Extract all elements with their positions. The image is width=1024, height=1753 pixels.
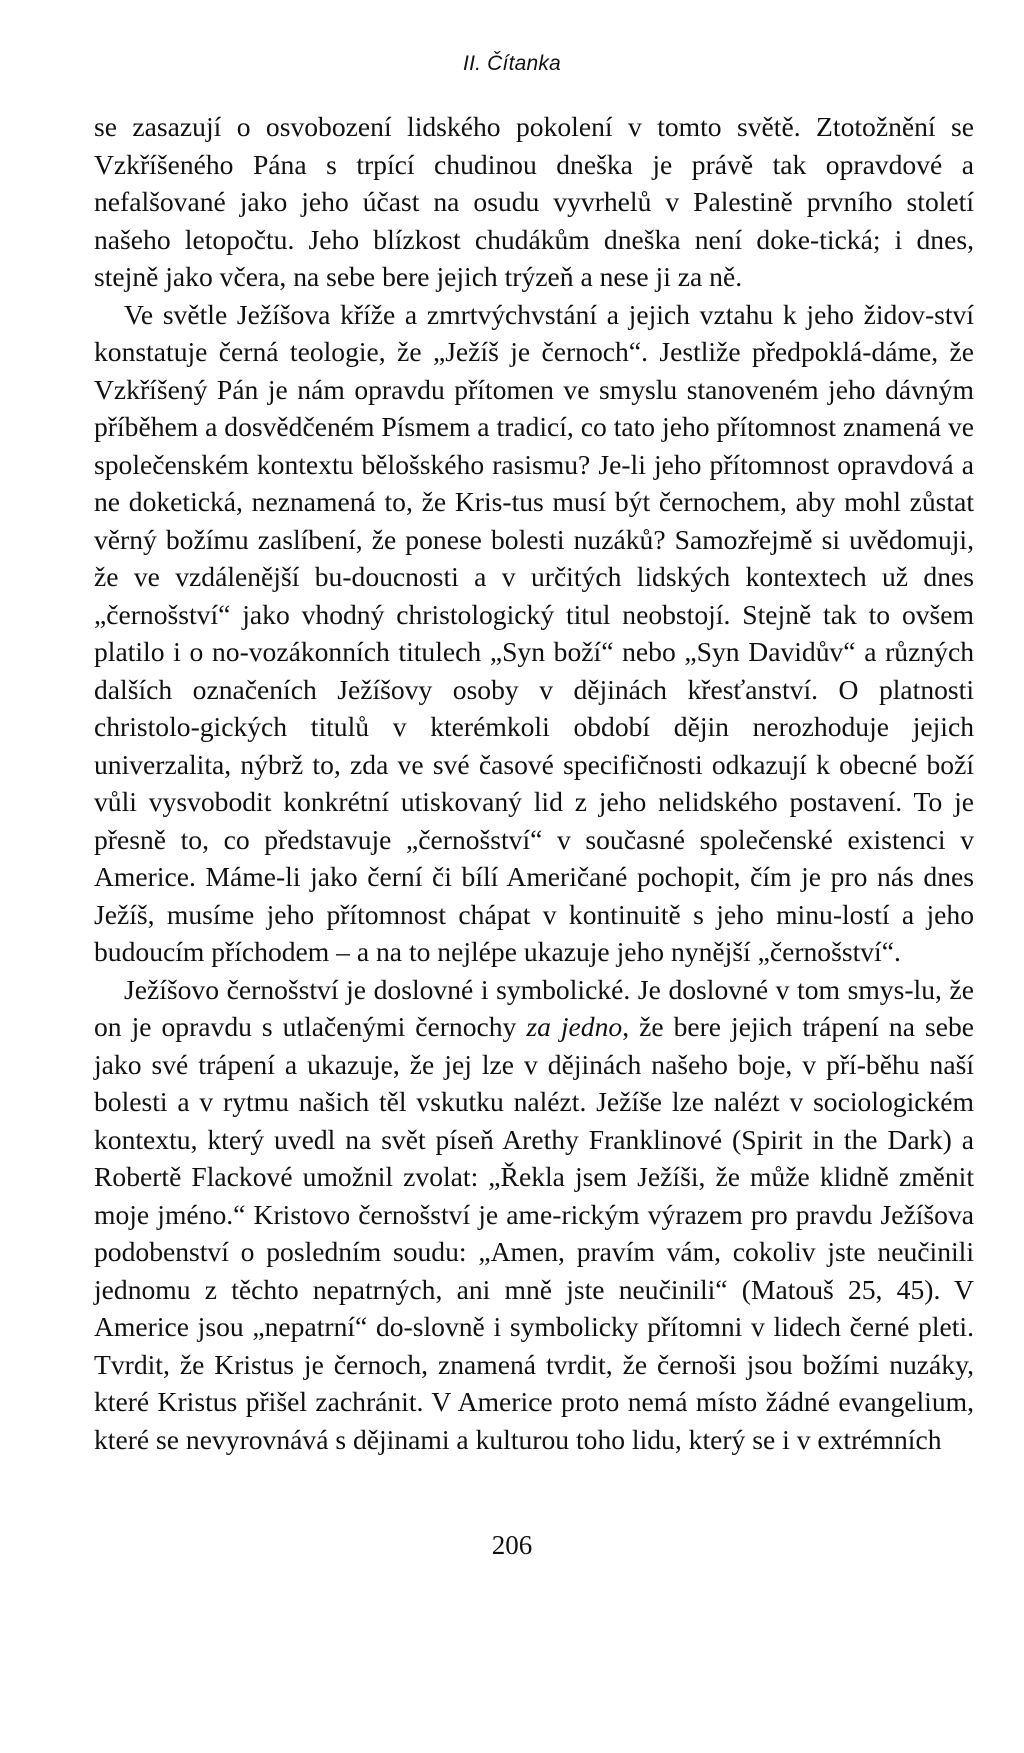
page-number: 206: [491, 1530, 533, 1560]
body-text: [94, 108, 974, 1458]
paragraph-1: se zasazují o osvobození lidského pokolení v tomto světě. Ztotožnění se Vzkříšeného Pána s trpící chudinou dneška je právě tak opravdové a nefalšované jako jeho účast na osudu vyvrhelů v Palestině prvního století našeho letopočtu. Jeho blízkost chudákům dneška není doke-tická; i dnes, stejně jako včera, na sebe bere jejich trýzeň a nese ji za ně.: [94, 111, 974, 292]
paragraph-3: [94, 971, 974, 1459]
paragraph-3-text-start: Ježíšovo černošství je doslovné i symbolické. Je doslovné v tom smys-lu, že on je opravdu s utlačenými černochy: [94, 973, 974, 1042]
paragraph-3-emphasis: za jedno: [526, 1011, 623, 1042]
running-header-title: II. Čítanka: [463, 52, 561, 75]
paragraph-2: Ve světle Ježíšova kříže a zmrtvýchvstání a jejich vztahu k jeho židov-ství konstatuje černá teologie, že „Ježíš je černoch“. Jestliže předpoklá-dáme, že Vzkříšený Pán je nám opravdu přítomen ve smyslu stanoveném jeho dávným příběhem a dosvědčeném Písmem a tradicí, co tato jeho přítomnost znamená ve společenském kontextu bělošského rasismu? Je-li jeho přítomnost opravdová a ne doketická, neznamená to, že Kris-tus musí být černochem, aby mohl zůstat věrný božímu zaslíbení, že ponese bolesti nuzáků? Samozřejmě si uvědomuji, že ve vzdálenější bu-doucnosti a v určitých lidských kontextech už dnes „černošství“ jako vhodný christologický titul neobstojí. Stejně tak to ovšem platilo i o no-vozákonních titulech „Syn boží“ nebo „Syn Davidův“ a různých dalších označeních Ježíšovy osoby v dějinách křesťanství. O platnosti christolo-gických titulů v kterémkoli období dějin nerozhoduje jejich univerzalita, nýbrž to, zda ve své časové specifičnosti odkazují k obecné boží vůli vysvobodit konkrétní utiskovaný lid z jeho nelidského postavení. To je přesně to, co představuje „černošství“ v současné společenské existenci v Americe. Máme-li jako černí či bílí Američané pochopit, čím je pro nás dnes Ježíš, musíme jeho přítomnost chápat v kontinuitě s jeho minu-lostí a jeho budoucím příchodem – a na to nejlépe ukazuje jeho nynější „černošství“.: [94, 298, 974, 967]
paragraph-3-text-end: , že bere jejich trápení na sebe jako své trápení a ukazuje, že jej lze v dějinách našeho boje, v pří-běhu naší bolesti a v rytmu našich těl vskutku nalézt. Ježíše lze nalézt v sociologickém kontextu, který uvedl na svět píseň Arethy Franklinové (Spirit in the Dark) a Robertě Flackové umožnil zvolat: „Řekla jsem Ježíši, že může klidně změnit moje jméno.“ Kristovo černošství je ame-rickým výrazem pro pravdu Ježíšova podobenství o posledním soudu: „Amen, pravím vám, cokoliv jste neučinili jednomu z těchto nepatrných, ani mně jste neučinili“ (Matouš 25, 45). V Americe jsou „nepatrní“ do-slovně i symbolicky přítomni v lidech černé pleti. Tvrdit, že Kristus je černoch, znamená tvrdit, že černoši jsou božími nuzáky, které Kristus přišel zachránit. V Americe proto nemá místo žádné evangelium, které se nevyrovnává s dějinami a kulturou toho lidu, který se i v extrémních: [94, 1011, 974, 1455]
